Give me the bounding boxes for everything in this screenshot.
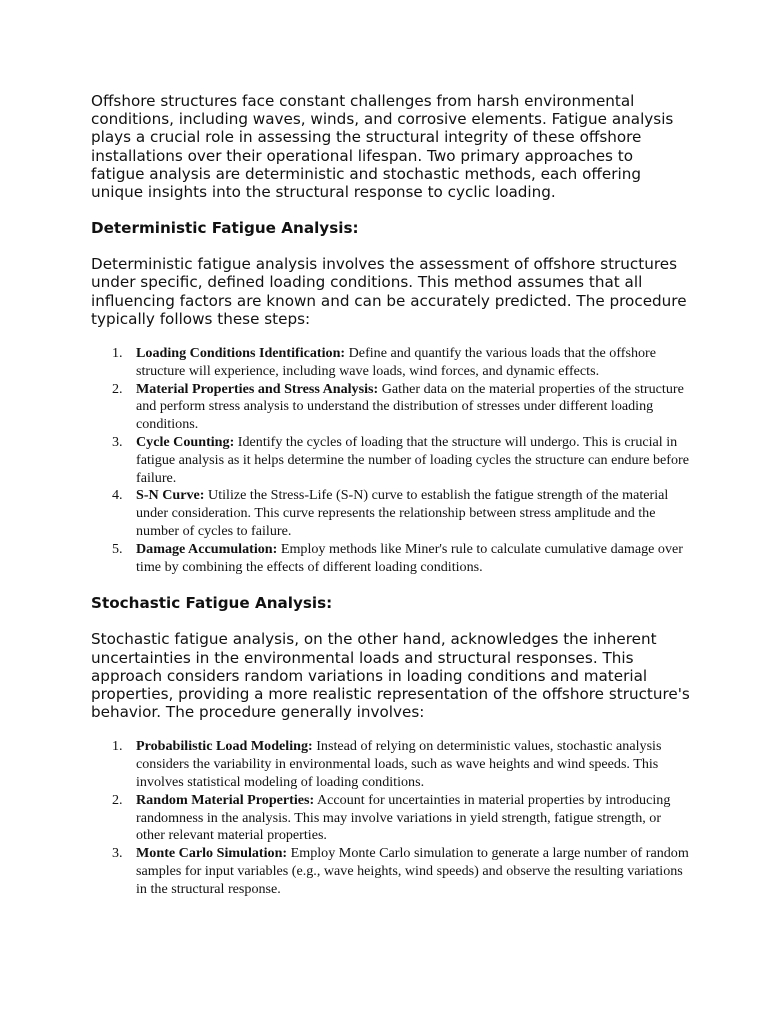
step-text: Employ Monte Carlo simulation to generate a large number of random samples for input variables (e.g., wave heights, wind speeds) and observe the resulting variations in the structural response. — [136, 845, 689, 897]
list-number: 1. — [112, 738, 123, 755]
intro-paragraph: Offshore structures face constant challenges from harsh environmental conditions, including waves, winds, and corrosive elements. Fatigue analysis plays a crucial role in assessing the structural integrity of these offshore installations over their operational lifespan. Two primary approaches to fatigue analysis are deterministic and stochastic methods, each offering unique insights into the structural response to cyclic loading. — [91, 92, 674, 202]
step-text: Instead of relying on deterministic values, stochastic analysis considers the variability in environmental loads, such as wave heights and wind speeds. This involves statistical modeling of loading conditions. — [136, 738, 662, 790]
stochastic-heading: Stochastic Fatigue Analysis: — [91, 594, 333, 613]
deterministic-heading: Deterministic Fatigue Analysis: — [91, 219, 359, 238]
list-item — [91, 345, 691, 381]
list-number: 5. — [112, 540, 123, 557]
step-title: Random Material Properties: — [136, 791, 315, 808]
step-text: Employ methods like Miner's rule to calculate cumulative damage over time by combining the effects of different loading conditions. — [136, 540, 683, 575]
step-title: Monte Carlo Simulation: — [136, 845, 288, 862]
deterministic-steps-list — [91, 345, 691, 576]
step-title: S-N Curve: — [136, 487, 205, 504]
step-text: Define and quantify the various loads that the offshore structure will experience, including wave loads, wind forces, and dynamic effects. — [136, 345, 656, 379]
list-number: 2. — [112, 791, 123, 808]
step-text: Utilize the Stress-Life (S-N) curve to establish the fatigue strength of the material under consideration. This curve represents the relationship between stress amplitude and the number of cycles to failure. — [136, 487, 669, 539]
list-item — [91, 487, 691, 540]
stochastic-steps-list — [91, 738, 691, 898]
stochastic-paragraph: Stochastic fatigue analysis, on the other hand, acknowledges the inherent uncertainties in the environmental loads and structural responses. This approach considers random variations in loading conditions and material properties, providing a more realistic representation of the offshore structure's behavior. The procedure generally involves: — [91, 630, 690, 722]
list-item — [91, 381, 691, 434]
list-number: 1. — [112, 345, 123, 362]
list-item — [91, 541, 691, 577]
list-number: 4. — [112, 487, 123, 504]
list-number: 2. — [112, 380, 123, 397]
list-item — [91, 845, 691, 898]
step-text: Gather data on the material properties of the structure and perform stress analysis to understand the distribution of stresses under different loading conditions. — [136, 380, 684, 433]
list-item — [91, 434, 691, 487]
deterministic-paragraph: Deterministic fatigue analysis involves the assessment of offshore structures under specific, defined loading conditions. This method assumes that all influencing factors are known and can be accurately predicted. The procedure typically follows these steps: — [91, 255, 687, 328]
step-title: Cycle Counting: — [136, 434, 235, 451]
step-title: Damage Accumulation: — [136, 540, 278, 557]
list-item — [91, 792, 691, 845]
step-title: Material Properties and Stress Analysis: — [136, 380, 379, 397]
list-number: 3. — [112, 845, 123, 862]
list-item — [91, 738, 691, 791]
step-text: Account for uncertainties in material properties by introducing randomness in the analysis. This may involve variations in yield strength, fatigue strength, or other relevant material properties. — [136, 791, 671, 844]
step-title: Loading Conditions Identification: — [136, 345, 346, 362]
list-number: 3. — [112, 434, 123, 451]
document-page — [91, 92, 691, 899]
step-text: Identify the cycles of loading that the structure will undergo. This is crucial in fatigue analysis as it helps determine the number of loading cycles the structure can endure before failure. — [136, 434, 689, 486]
step-title: Probabilistic Load Modeling: — [136, 738, 313, 755]
